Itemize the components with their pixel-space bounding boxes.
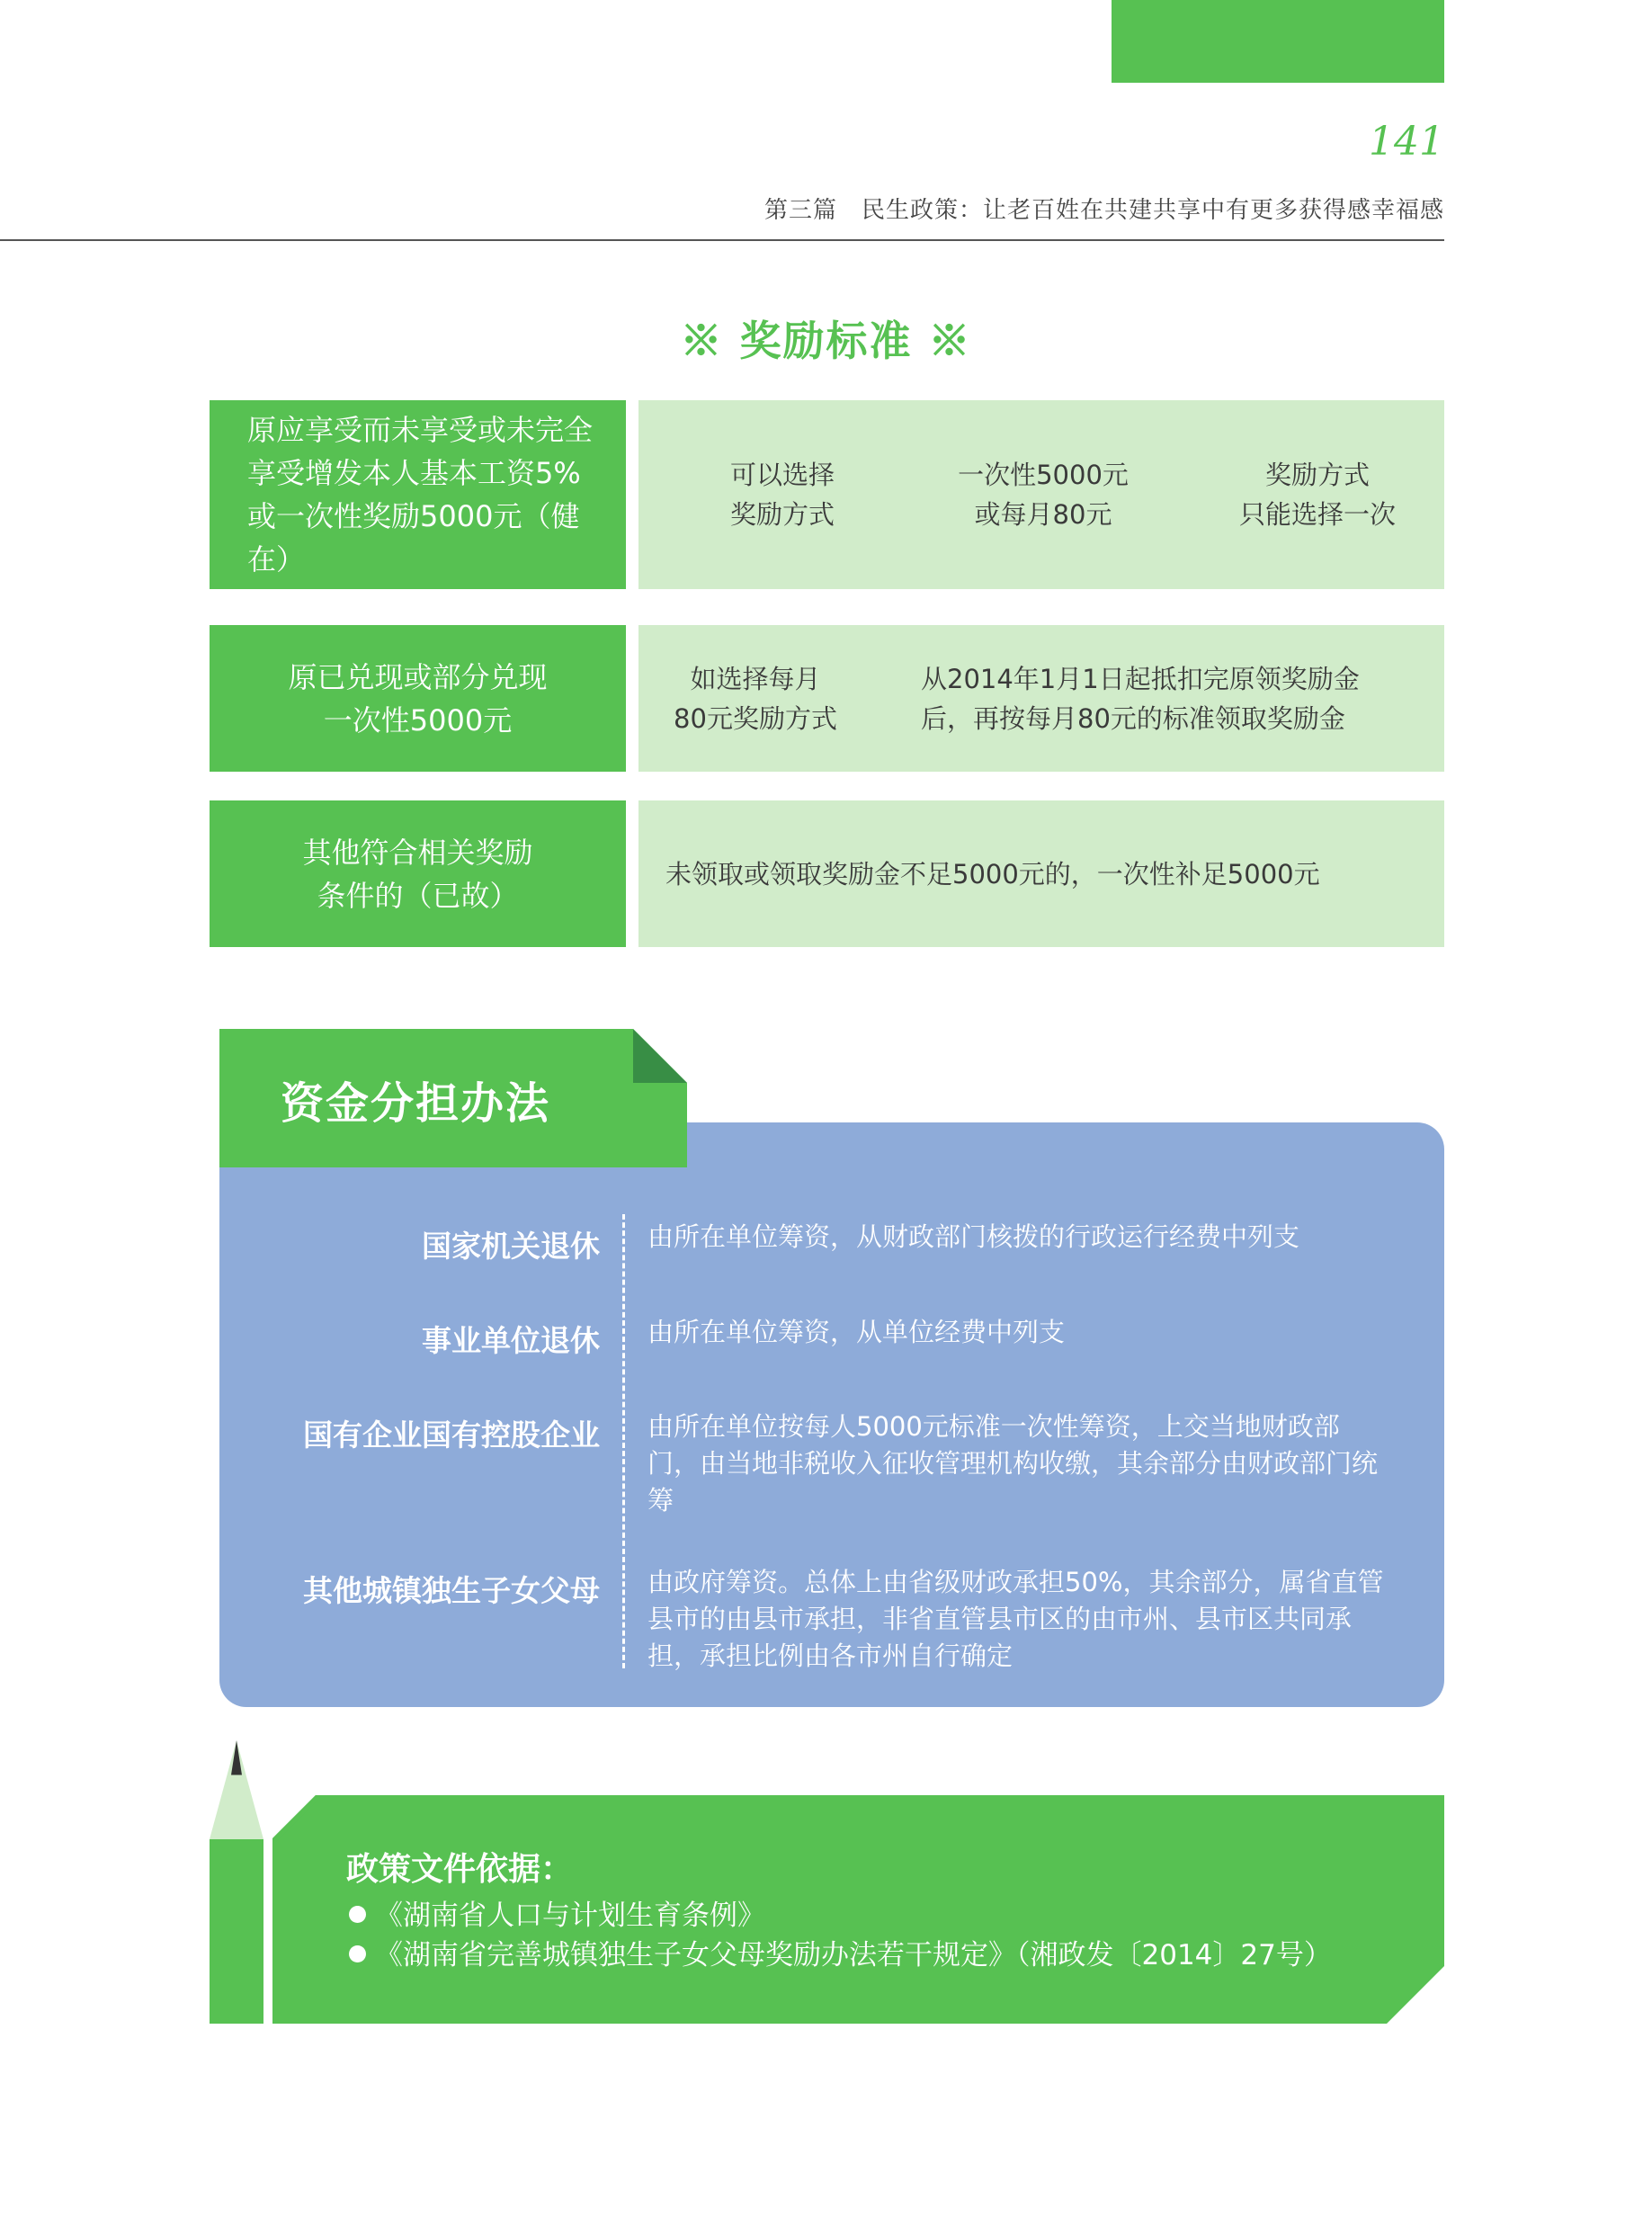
reward-row-1: [210, 400, 1444, 589]
funding-text: 由所在单位按每人5000元标准一次性筹资，上交当地财政部门，由当地非税收入征收管理机构收缴，其余部分由财政部门统筹: [647, 1411, 1379, 1515]
reward-condition: 原已兑现或部分兑现 一次性5000元: [210, 625, 626, 772]
funding-title: 资金分担办法: [281, 1078, 551, 1129]
policy-document-item: [349, 1932, 1332, 1972]
dashed-divider: [622, 1214, 625, 1668]
reward-condition: 原应享受而未享受或未完全享受增发本人基本工资5%或一次性奖励5000元（健在）: [210, 400, 626, 589]
top-color-tab: [1112, 0, 1444, 83]
policy-basis-title: 政策文件依据：: [346, 1851, 574, 1888]
funding-text: 由政府筹资。总体上由省级财政承担50%，其余部分，属省直管县市的由县市承担，非省直管县市区的由市州、县市区共同承担，承担比例由各市州自行确定: [647, 1567, 1384, 1671]
reward-detail: [638, 625, 1444, 772]
funding-text: 由所在单位筹资，从单位经费中列支: [647, 1317, 1066, 1347]
reward-row-3: [210, 800, 1444, 947]
section-title-reward: ※ 奖励标准 ※: [680, 317, 972, 365]
policy-document-item: [349, 1892, 765, 1933]
funding-label: 国家机关退休: [422, 1229, 600, 1264]
tab-fold: [633, 1029, 687, 1083]
policy-document-title: 《湖南省完善城镇独生子女父母奖励办法若干规定》（湘政发〔2014〕27号）: [375, 1939, 1332, 1971]
policy-document-title: 《湖南省人口与计划生育条例》: [375, 1900, 765, 1932]
pencil-body-icon: [210, 1839, 263, 2024]
header-rule: [0, 239, 1444, 241]
reward-detail-cell: 奖励方式 只能选择一次: [1238, 460, 1396, 530]
reward-condition: 其他符合相关奖励 条件的（已故）: [210, 800, 626, 947]
reward-detail-cell: 未领取或领取奖励金不足5000元的，一次性补足5000元: [665, 858, 1320, 890]
funding-label: 其他城镇独生子女父母: [303, 1573, 600, 1608]
funding-text: 由所在单位筹资，从财政部门核拨的行政运行经费中列支: [647, 1221, 1300, 1252]
reward-detail-cell: 如选择每月 80元奖励方式: [674, 663, 837, 734]
running-header: 第三篇 民生政策：让老百姓在共建共享中有更多获得感幸福感: [763, 197, 1444, 224]
reward-detail-cell: 一次性5000元 或每月80元: [958, 460, 1129, 530]
reward-detail-cell: 从2014年1月1日起抵扣完原领奖励金 后，再按每月80元的标准领取奖励金: [921, 663, 1360, 734]
page-number: 141: [1369, 119, 1444, 165]
funding-label: 国有企业国有控股企业: [303, 1417, 600, 1453]
reward-detail: [638, 400, 1444, 589]
reward-detail-cell: 可以选择 奖励方式: [729, 460, 835, 530]
bullet-icon: [349, 1906, 366, 1923]
reward-row-2: [210, 625, 1444, 772]
funding-label: 事业单位退休: [422, 1323, 600, 1358]
bullet-icon: [349, 1945, 366, 1962]
reward-detail: [638, 800, 1444, 947]
